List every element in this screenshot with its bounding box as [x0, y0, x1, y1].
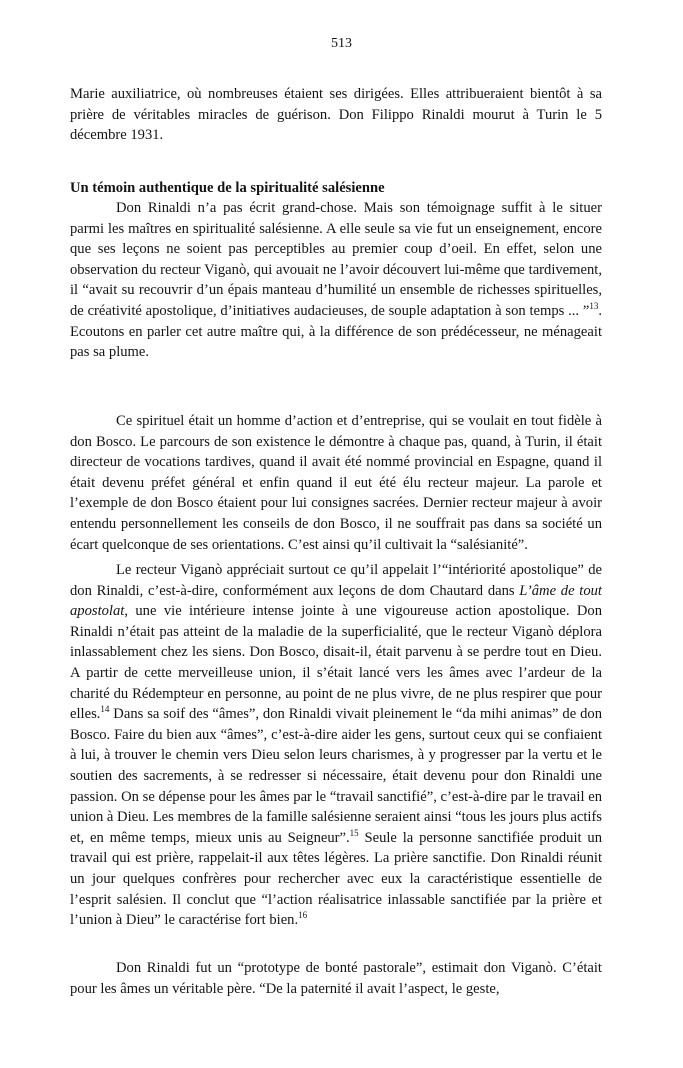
paragraph-authentic-witness	[70, 198, 602, 363]
paragraph-apostolic-interiority	[70, 560, 602, 931]
book-title: L’âme de tout apostolat	[70, 582, 602, 620]
page-number: 513	[331, 36, 352, 51]
witness-text-1: Don Rinaldi n’a pas écrit grand-chose. Mais son témoignage suffit à le situer parmi les maîtres en spiritualité salésienne. A elle seule sa vie fut un enseignement, encore que ses leçons ne soient pas perceptibles au premier coup d’oeil. En effet, selon une observation du recteur Viganò, qui avouait ne l’avoir découvert lui-même que tardivement, il “avait su recouvrir d’un épais manteau d’humilité un ensemble de richesses spirituelles, de créativité apostolique, d’initiatives audacieuses, de souple adaptation à son temps ... ”	[70, 200, 602, 319]
section-heading: Un témoin authentique de la spiritualité salésienne	[70, 180, 385, 196]
footnote-ref-14: 14	[100, 704, 110, 715]
interior-text-2: , une vie intérieure intense jointe à une vigoureuse action apostolique. Don Rinaldi n’était pas atteint de la maladie de la superficialité, que le recteur Viganò déplora inlassablement chez les siens. Don Bosco, disait-il, était parvenu à se perdre tout en Dieu. A partir de cette merveilleuse union, il s’était lancé vers les âmes avec l’ardeur de la charité du Rédempteur en personne, au point de ne plus vivre, de ne plus respirer que pour elles.	[70, 603, 602, 723]
interior-text-1: Le recteur Viganò appréciait surtout ce qu’il appelait l’“intériorité apostolique” de don Rinaldi, c’est-à-dire, conformément aux leçons de dom Chautard dans	[70, 562, 602, 599]
footnote-ref-13: 13	[589, 301, 599, 312]
interior-text-4: Seule la personne sanctifiée produit un travail qui est prière, rappelait-il aux têtes légères. La prière sanctifie. Don Rinaldi réunit un jour quelques confrères pour rechercher avec eux la caractéristique essentielle de l’esprit salésien. Il conclut que “l’action réalisatrice inlassable sanctifiée par la prière et l’union à Dieu” le caractérise fort bien.	[70, 829, 602, 929]
paragraph-death-of-rinaldi: Marie auxiliatrice, où nombreuses étaient ses dirigées. Elles attribueraient bientôt à sa prière de véritables miracles de guérison. Don Filippo Rinaldi mourut à Turin le 5 décembre 1931.	[70, 86, 602, 144]
interior-text-3: Dans sa soif des “âmes”, don Rinaldi vivait pleinement le “da mihi animas” de don Bosco. Faire du bien aux “âmes”, c’est-à-dire aider les gens, surtout ceux qui se confiaient à lui, à trouver le chemin vers Dieu selon leurs charismes, à y progresser par la vertu et le soutien des sacrements, à se redresser si nécessaire, était devenu pour don Rinaldi une passion. On se dépense pour les âmes par le “travail sanctifié”, c’est-à-dire par le travail en union à Dieu. Les membres de la famille salésienne seraient ainsi “tous les jours plus actifs et, en même temps, mieux unis au Seigneur”.	[70, 706, 602, 846]
witness-text-2: . Ecoutons en parler cet autre maître qui, à la différence de son prédécesseur, ne ménageait pas sa plume.	[70, 302, 602, 361]
footnote-ref-16: 16	[298, 910, 308, 921]
paragraph-man-of-action: Ce spirituel était un homme d’action et d’entreprise, qui se voulait en tout fidèle à don Bosco. Le parcours de son existence le démontre à chaque pas, quand, à Turin, il était directeur de vocations tardives, quand il avait été nommé provincial en Espagne, quand il était devenu préfet général et enfin quand il eut été élu recteur majeur. La parole et l’exemple de don Bosco étaient pour lui consignes sacrées. Dernier recteur majeur à avoir entendu personnellement les conseils de don Bosco, il ne souffrait pas dans sa société un écart quelconque de ses orientations. C’est ainsi qu’il cultivait la “salésianité”.	[70, 413, 602, 553]
footnote-ref-15: 15	[349, 827, 359, 838]
paragraph-pastoral-prototype: Don Rinaldi fut un “prototype de bonté pastorale”, estimait don Viganò. C’était pour les âmes un véritable père. “De la paternité il avait l’aspect, le geste,	[70, 960, 602, 997]
